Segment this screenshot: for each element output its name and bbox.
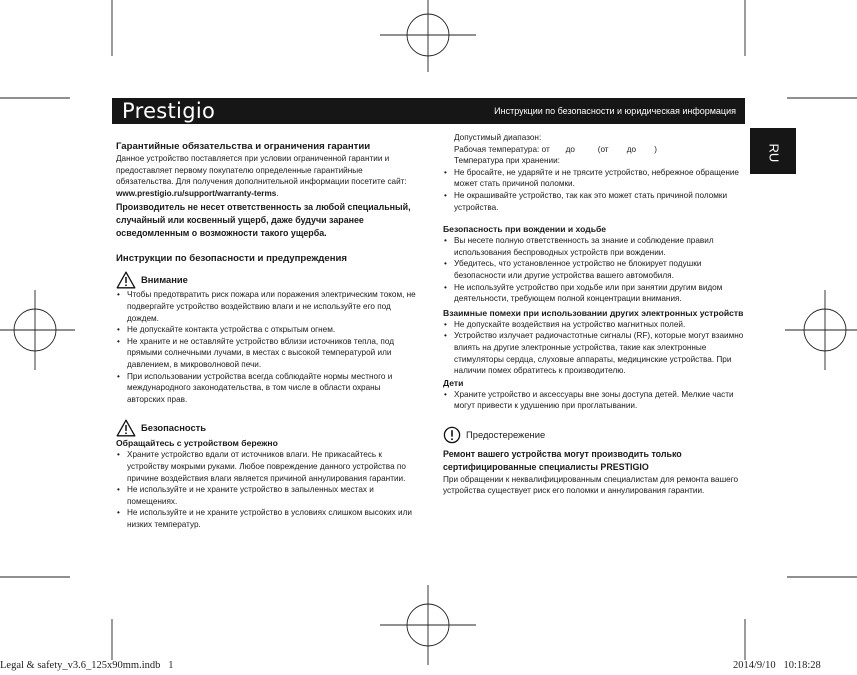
- repair-warning: Ремонт вашего устройства могут производить только сертифицированные специалисты PRESTIGIO: [443, 448, 682, 472]
- attention-heading: [116, 271, 418, 289]
- list-item: • Не окрашивайте устройство, так как это может стать причиной поломки устройства.: [443, 190, 746, 213]
- attention-list: [116, 289, 418, 405]
- list-item: • Храните устройство и аксессуары вне зоны доступа детей. Мелкие части могут привести к удушению при проглатывании.: [443, 389, 746, 412]
- warranty-link[interactable]: www.prestigio.ru/support/warranty-terms: [116, 188, 277, 198]
- list-item: • Не бросайте, не ударяйте и не трясите устройство, небрежное обращение может стать причиной поломки.: [443, 167, 746, 190]
- language-tab: [750, 128, 796, 174]
- warranty-disclaimer: Производитель не несет ответственность за любой специальный, случайный или косвенный ущерб, даже будучи заранее осведомленным о возможности такого ущерба.: [116, 202, 411, 239]
- careful-heading: Обращайтесь с устройством бережно: [116, 438, 278, 449]
- security-label: Безопасность: [141, 422, 207, 434]
- warning-triangle-icon: [116, 271, 136, 289]
- list-item: • Не используйте устройство при ходьбе или при занятии другим видом деятельности, требующем полной концентрации внимания.: [443, 282, 746, 305]
- list-item: • Не храните и не оставляйте устройство вблизи источников тепла, под прямыми солнечными лучами, в местах с высокой температурой или давлением, в микроволновой печи.: [116, 336, 418, 371]
- attention-label: Внимание: [141, 274, 188, 286]
- print-timestamp: 2014/9/10 10:18:28: [733, 660, 821, 671]
- list-item: • Не допускайте воздействия на устройство магнитных полей.: [443, 319, 746, 331]
- children-list: [443, 389, 746, 412]
- security-heading: [116, 419, 418, 437]
- list-item: • Храните устройство вдали от источников влаги. Не прикасайтесь к устройству мокрыми руками. Любое повреждение данного устройства по причине воздействия влаги является причиной аннулирования гарантии.: [116, 449, 418, 484]
- header-title: Инструкции по безопасности и юридическая информация: [494, 106, 736, 116]
- safety-heading: Инструкции по безопасности и предупреждения: [116, 253, 347, 265]
- caution-heading: [443, 426, 746, 444]
- children-heading: Дети: [443, 377, 464, 388]
- interference-heading: Взаимные помехи при использовании других электронных устройств: [443, 307, 744, 318]
- left-column: [116, 140, 418, 530]
- list-item: • Убедитесь, что установленное устройство не блокирует подушки безопасности или другие устройства вашего автомобиля.: [443, 258, 746, 281]
- brand-logo: Prestigio: [122, 99, 216, 123]
- list-item: • Не используйте и не храните устройство в условиях слишком высоких или низких температур.: [116, 507, 418, 530]
- warning-triangle-icon: [116, 419, 136, 437]
- repair-text: При обращении к неквалифицированным специалистам для ремонта вашего устройства существует риск его поломки и аннулирования гарантии.: [443, 474, 739, 496]
- exclamation-circle-icon: [443, 426, 461, 444]
- list-item: • Вы несете полную ответственность за знание и соблюдение правил использования беспроводных устройств при вождении.: [443, 235, 746, 258]
- list-item: • Устройство излучает радиочастотные сигналы (RF), которые могут взаимно влиять на другие электронные устройства, такие как электронные стимуляторы сердца, слуховые аппараты, медицинские устройства. При наличии помех обратитесь к производителю.: [443, 330, 746, 376]
- list-item: • Не допускайте контакта устройства с открытым огнем.: [116, 324, 418, 336]
- careful-list: [116, 449, 418, 530]
- warranty-text: Данное устройство поставляется при условии ограниченной гарантии и предоставляет первому покупателю определенные гарантийные обязательства. Для получения дополнительной информации посетите сайт: www.prestigio.ru/support/warranty-terms.: [116, 154, 407, 198]
- list-item: • Не используйте и не храните устройство в запыленных местах и помещениях.: [116, 484, 418, 507]
- driving-heading: Безопасность при вождении и ходьбе: [443, 224, 607, 235]
- language-code: RU: [766, 143, 782, 163]
- caution-label: Предостережение: [466, 428, 546, 440]
- working-temperature: Рабочая температура: от до (от до ): [454, 144, 658, 154]
- file-slug: Legal & safety_v3.6_125x90mm.indb 1: [0, 660, 174, 671]
- interference-list: [443, 319, 746, 377]
- warranty-heading: Гарантийные обязательства и ограничения гарантии: [116, 141, 371, 152]
- range-label: Допустимый диапазон:: [454, 133, 542, 142]
- storage-temperature: Температура при хранении:: [454, 156, 560, 166]
- list-item: • При использовании устройства всегда соблюдайте нормы местного и международного законодательства, в том числе в области охраны авторских прав.: [116, 371, 418, 406]
- list-item: • Чтобы предотвратить риск пожара или поражения электрическим током, не подвергайте устройство воздействию влаги и не используйте его под дождем.: [116, 289, 418, 324]
- driving-list: [443, 235, 746, 305]
- careful-list-cont: [443, 167, 746, 213]
- right-column: [443, 132, 746, 497]
- header-bar: [112, 98, 745, 124]
